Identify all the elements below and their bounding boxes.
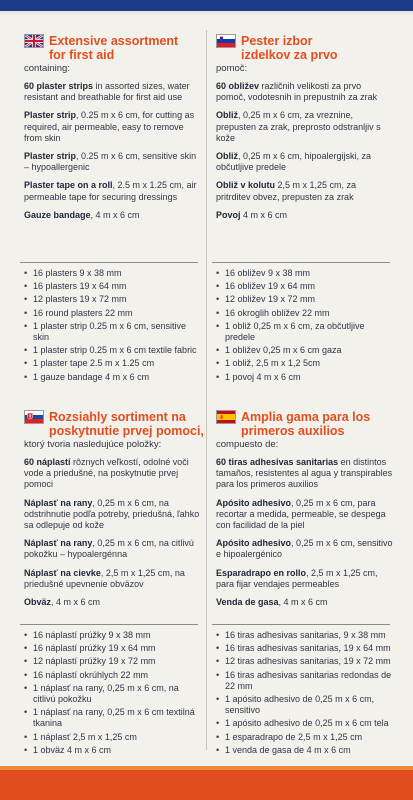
list-item: • 16 náplastí prúžky 19 x 64 mm [24, 643, 200, 654]
title-line: primeros auxilios [241, 424, 345, 438]
list-item: • 16 plasters 9 x 38 mm [24, 268, 200, 279]
top-blue-band [0, 0, 413, 14]
section-header [24, 34, 200, 62]
list-item: • 1 plaster strip 0.25 m x 6 cm, sensitive skin [24, 321, 200, 343]
paragraph: Apósito adhesivo, 0,25 m x 6 cm, sensitivo e hipoalergénico [216, 538, 393, 560]
vertical-divider [206, 30, 207, 750]
list-item: • 12 tiras adhesivas sanitarias, 19 x 72 mm [216, 656, 396, 667]
paragraph: Povoj 4 m x 6 cm [216, 209, 288, 220]
paragraph: Obväz, 4 m x 6 cm [24, 597, 101, 608]
section-header [216, 34, 392, 62]
divider-sl [212, 262, 390, 263]
list-item: • 12 plasters 19 x 72 mm [24, 294, 200, 305]
paragraph: Náplasť na cievke, 2,5 m x 1,25 cm, na priedušné upevnenie obväzov [24, 567, 185, 589]
list-item: • 1 venda de gasa de 4 m x 6 cm [216, 745, 396, 756]
spain-flag-icon [216, 410, 236, 424]
subtitle: containing: [24, 63, 70, 74]
paragraph: Obliž, 0,25 m x 6 cm, za vreznine, prepusten za zrak, preprosto odstranljiv s kože [216, 110, 381, 143]
list-item: • 1 gauze bandage 4 m x 6 cm [24, 372, 200, 383]
list-item: • 12 náplastí prúžky 19 x 72 mm [24, 656, 200, 667]
list-item: • 1 náplasť 2,5 m x 1,25 cm [24, 732, 200, 743]
subtitle: ktorý tvoria nasledujúce položky: [24, 439, 162, 450]
divider-en [20, 262, 198, 263]
title-line: Amplia gama para los [241, 410, 371, 424]
paragraph: 60 náplastí rôznych veľkostí, odolné voči vode a priedušné, na poskytnutie prvej pomoci [24, 457, 189, 490]
item-list-en [24, 268, 200, 385]
paragraph: Plaster strip, 0.25 m x 6 cm, for cutting as required, air permeable, easy to remove from skin [24, 110, 195, 143]
list-item: • 16 tiras adhesivas sanitarias, 9 x 38 mm [216, 630, 396, 641]
paragraph: 60 plaster strips in assorted sizes, water resistant and breathable for first aid use [24, 81, 190, 103]
list-item: • 16 tiras adhesivas sanitarias, 19 x 64 mm [216, 643, 396, 654]
list-item: • 16 round plasters 22 mm [24, 308, 200, 319]
paragraph: Venda de gasa, 4 m x 6 cm [216, 597, 328, 608]
paragraph: 60 obližev različnih velikosti za prvo pomoč, vodotesnih in prepustnih za zrak [216, 81, 378, 103]
paragraph: Gauze bandage, 4 m x 6 cm [24, 209, 140, 220]
list-item: • 1 obližev 0,25 m x 6 cm gaza [216, 345, 392, 356]
list-item: • 1 obväz 4 m x 6 cm [24, 745, 200, 756]
list-item: • 16 plasters 19 x 64 mm [24, 281, 200, 292]
section-sk [24, 410, 204, 615]
list-item: • 1 povoj 4 m x 6 cm [216, 372, 392, 383]
list-item: • 1 obliž 0,25 m x 6 cm, za občutljive predele [216, 321, 392, 343]
section-sl [216, 34, 392, 228]
list-item: • 1 náplasť na rany, 0,25 m x 6 cm, na citlivú pokožku [24, 683, 200, 705]
section-en [24, 34, 200, 228]
list-item: • 16 tiras adhesivas sanitarias redondas de 22 mm [216, 670, 396, 692]
list-item: • 16 obližev 19 x 64 mm [216, 281, 392, 292]
paragraph: Plaster tape on a roll, 2.5 m x 1.25 cm, air permeable tape for securing dressings [24, 180, 197, 202]
subtitle: pomoč: [216, 63, 248, 74]
list-item: • 16 náplastí okrúhlych 22 mm [24, 670, 200, 681]
title-line: Pester izbor [241, 34, 313, 48]
title-line: Extensive assortment [49, 34, 179, 48]
paragraph: Náplasť na rany, 0,25 m x 6 cm, na citlivú pokožku – hypoalergénna [24, 538, 194, 560]
list-item: • 1 esparadrapo de 2,5 m x 1,25 cm [216, 732, 396, 743]
list-item: • 1 plaster strip 0.25 m x 6 cm textile fabric [24, 345, 200, 356]
list-item: • 16 obližev 9 x 38 mm [216, 268, 392, 279]
list-item: • 1 obliž, 2,5 m x 1,2 5cm [216, 358, 392, 369]
title-line: izdelkov za prvo [241, 48, 338, 62]
divider-sk [20, 624, 198, 625]
paragraph: Esparadrapo en rollo, 2,5 m x 1,25 cm, para fijar vendajes permeables [216, 567, 378, 589]
paragraph: Obliž, 0,25 m x 6 cm, hipoalergijski, za občutljive predele [216, 151, 372, 173]
section-header [24, 410, 204, 438]
paragraph: Plaster strip, 0.25 m x 6 cm, sensitive skin – hypoallergenic [24, 151, 197, 173]
item-list-sk [24, 630, 200, 758]
title-line: poskytnutie prvej pomoci, [49, 424, 204, 438]
list-item: • 12 obližev 19 x 72 mm [216, 294, 392, 305]
list-item: • 16 okroglih obližev 22 mm [216, 308, 392, 319]
slovakia-flag-icon [24, 410, 44, 424]
list-item: • 1 apósito adhesivo de 0,25 m x 6 cm tela [216, 718, 396, 729]
title-line: Rozsiahly sortiment na [49, 410, 186, 424]
list-item: • 1 plaster tape 2.5 m x 1.25 cm [24, 358, 200, 369]
list-item: • 1 náplasť na rany, 0,25 m x 6 cm textilná tkanina [24, 707, 200, 729]
paragraph: Apósito adhesivo, 0,25 m x 6 cm, para recortar a medida, permeable, se despega con facilidad de la piel [216, 497, 386, 531]
bottom-orange-band [0, 766, 413, 800]
paragraph: Náplasť na rany, 0,25 m x 6 cm, na odstrihnutie podľa potreby, priedušná, ľahko sa odlepuje od kože [24, 497, 200, 531]
item-list-es [216, 630, 396, 758]
section-header [216, 410, 396, 438]
title-line: for first aid [49, 48, 115, 62]
list-item: • 16 náplastí prúžky 9 x 38 mm [24, 630, 200, 641]
slovenia-flag-icon [216, 34, 236, 48]
item-list-sl [216, 268, 392, 385]
subtitle: compuesto de: [216, 439, 279, 450]
paragraph: 60 tiras adhesivas sanitarias en distintos tamaños, resistentes al agua y transpirables para los primeros auxilios [216, 457, 393, 490]
divider-es [212, 624, 390, 625]
paragraph: Obliž v kolutu 2,5 m x 1,25 cm, za pritrditev obvez, prepusten za zrak [216, 180, 357, 202]
uk-flag-icon [24, 34, 44, 48]
list-item: • 1 apósito adhesivo de 0,25 m x 6 cm, sensitivo [216, 694, 396, 716]
section-es [216, 410, 396, 615]
